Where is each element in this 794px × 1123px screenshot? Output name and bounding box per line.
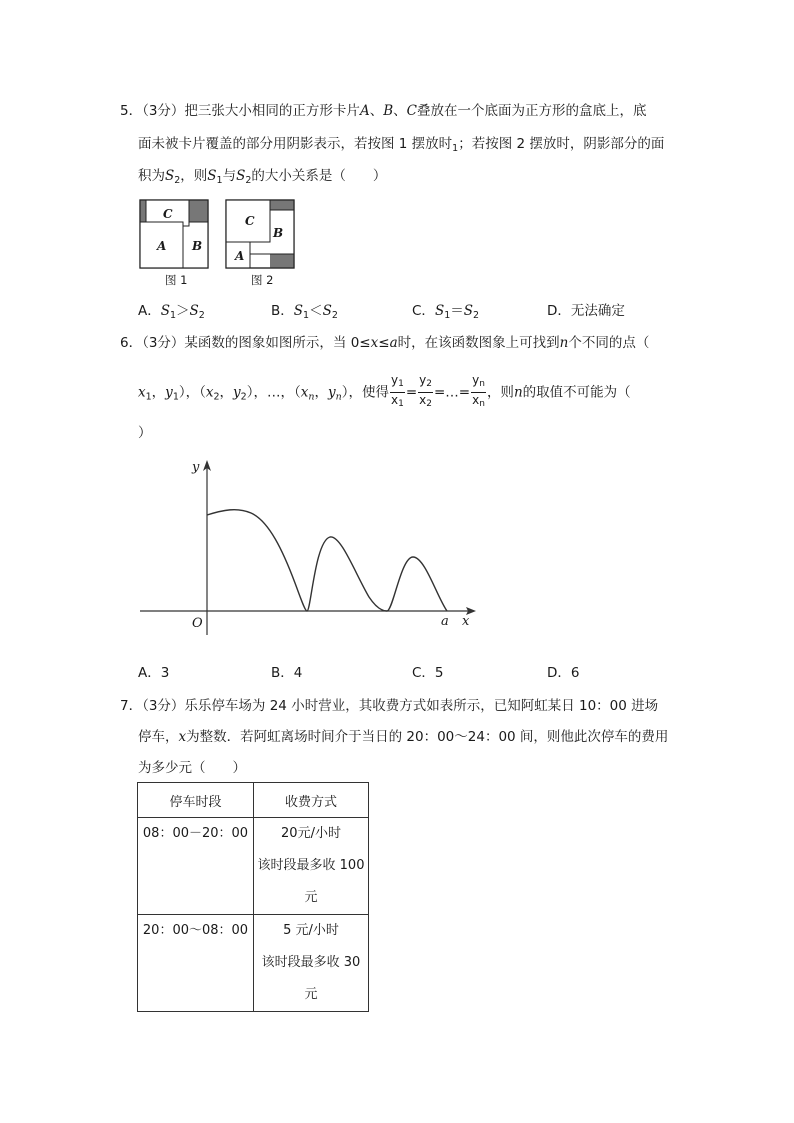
option-prefix: A． xyxy=(138,303,161,319)
le-symbol: ≤ xyxy=(378,335,390,351)
option-prefix: C． xyxy=(412,303,435,319)
q6-text: ），使得 xyxy=(341,384,389,401)
equals-dots: =…= xyxy=(433,384,471,401)
x-var: x xyxy=(370,335,379,351)
table-row xyxy=(138,915,369,1012)
q5-text: ，则 xyxy=(180,168,208,184)
x-axis-label: x xyxy=(462,614,470,629)
a-var: a xyxy=(389,335,398,351)
separator: 、 xyxy=(369,103,384,119)
q6-text: 时，在该函数图象上可找到 xyxy=(397,335,560,351)
q5-option-c xyxy=(412,301,479,326)
subscript: 1 xyxy=(172,391,179,403)
equals: = xyxy=(405,384,418,401)
q6-text: 6．（3分）某函数的图象如图所示，当 0≤ xyxy=(120,335,371,351)
comma: ， xyxy=(219,384,234,401)
q5-line-2 xyxy=(138,134,664,159)
q5-text: 5．（3分）把三张大小相同的正方形卡片 xyxy=(120,103,360,119)
fig1-label-b: B xyxy=(192,239,203,253)
y-var: y xyxy=(233,384,241,401)
frac-sub: n xyxy=(479,379,485,389)
q5-option-b xyxy=(271,301,338,326)
period-cell xyxy=(138,915,254,1012)
q6-text: 的取值不可能为（ xyxy=(522,384,631,401)
fee-cell xyxy=(254,818,369,915)
subscript: 2 xyxy=(240,391,247,403)
s-symbol: S xyxy=(160,303,170,319)
frac-sub: 2 xyxy=(426,379,432,389)
function-graph xyxy=(135,455,480,640)
q5-text: 的大小关系是（ ） xyxy=(251,168,387,184)
header-period: 停车时段 xyxy=(138,783,254,818)
fee-line: 元 xyxy=(304,890,318,905)
fraction-n xyxy=(471,373,486,412)
fig2-label-c: C xyxy=(245,214,255,228)
frac-den: x xyxy=(390,393,399,407)
relation: ＝ xyxy=(450,303,464,319)
q6-line-1 xyxy=(120,333,649,353)
origin-label: O xyxy=(192,616,203,631)
q5-text: 叠放在一个底面为正方形的盒底上，底 xyxy=(416,103,647,119)
fee-line: 该时段最多收 100 xyxy=(257,858,365,873)
q6-text: 个不同的点（ xyxy=(568,335,650,351)
comma: ， xyxy=(151,384,166,401)
q7-text: 停车， xyxy=(138,729,179,745)
header-fee: 收费方式 xyxy=(254,783,369,818)
frac-num: y xyxy=(419,373,427,387)
q7-line-1: 7．（3分）乐乐停车场为 24 小时营业，其收费方式如表所示，已知阿虹某日 10：00 进场 xyxy=(120,698,659,714)
q6-line-2 xyxy=(138,373,631,413)
q5-text: ；若按图 2 摆放时，阴影部分的面 xyxy=(458,136,665,152)
period-cell xyxy=(138,818,254,915)
q5-line-1 xyxy=(120,101,646,121)
subscript: 2 xyxy=(472,310,480,321)
subscript: 2 xyxy=(174,175,181,186)
relation: ＜ xyxy=(309,303,323,319)
q5-text: 与 xyxy=(222,168,237,184)
n-var: n xyxy=(559,335,569,351)
n-var: n xyxy=(513,384,523,401)
a-label: a xyxy=(441,614,449,629)
card-c-label: C xyxy=(406,103,417,119)
q5-text: 积为 xyxy=(138,168,165,184)
fig2-label-b: B xyxy=(273,226,284,240)
s-symbol: S xyxy=(322,303,332,319)
fig2-label-a: A xyxy=(235,249,245,263)
q6-option-c: C．5 xyxy=(412,665,444,681)
subscript: n xyxy=(308,391,315,403)
s-symbol: S xyxy=(293,303,304,319)
s-symbol: S xyxy=(165,168,175,184)
subscript: 1 xyxy=(145,391,152,403)
x-var: x xyxy=(300,384,309,401)
s-symbol: S xyxy=(189,303,199,319)
subscript: 1 xyxy=(444,310,451,321)
fee-line: 5 元/小时 xyxy=(283,923,339,938)
q6-text: ，则 xyxy=(486,384,514,401)
subscript: 1 xyxy=(170,310,177,321)
fig1-label-a: A xyxy=(157,239,167,253)
period-text: 08：00－20：00 xyxy=(142,826,249,841)
fig1-caption: 图 1 xyxy=(165,273,188,287)
frac-sub: 1 xyxy=(398,399,404,409)
subscript: 2 xyxy=(213,391,220,403)
s-symbol: S xyxy=(434,303,445,319)
fee-table xyxy=(137,782,369,1012)
option-prefix: B． xyxy=(271,303,294,319)
q6-option-d: D．6 xyxy=(547,665,580,681)
q6-option-b: B．4 xyxy=(271,665,303,681)
s-symbol: S xyxy=(463,303,473,319)
fig1-label-c: C xyxy=(163,207,173,221)
y-var: y xyxy=(327,384,336,401)
y-var: y xyxy=(165,384,173,401)
subscript: 2 xyxy=(331,310,338,321)
y-axis-label: y xyxy=(192,460,200,475)
q5-option-a xyxy=(138,301,205,326)
s-symbol: S xyxy=(207,168,217,184)
frac-den: x xyxy=(472,393,480,407)
subscript: n xyxy=(335,391,342,403)
frac-sub: n xyxy=(479,399,485,409)
subscript: 1 xyxy=(216,175,223,186)
figure-2 xyxy=(224,198,298,292)
q6-line-3: ） xyxy=(138,425,152,441)
function-curve xyxy=(207,510,447,611)
comma: ， xyxy=(314,384,328,401)
fee-line: 元 xyxy=(304,987,318,1002)
separator: 、 xyxy=(393,103,407,119)
x-var: x xyxy=(178,729,187,745)
figure-1 xyxy=(138,198,212,292)
table-row xyxy=(138,818,369,915)
relation: ＞ xyxy=(176,303,190,319)
x-var: x xyxy=(205,384,214,401)
q7-line-2 xyxy=(138,727,668,747)
frac-sub: 2 xyxy=(426,399,432,409)
q7-text: 为整数．若阿虹离场时间介于当日的 20：00～24：00 间，则他此次停车的费用 xyxy=(186,729,669,745)
fee-cell xyxy=(254,915,369,1012)
q5-line-3 xyxy=(138,166,386,191)
subscript: 1 xyxy=(303,310,310,321)
frac-den: x xyxy=(419,393,427,407)
subscript: 2 xyxy=(198,310,205,321)
fraction-1 xyxy=(390,373,405,412)
paren: ），（ xyxy=(178,384,206,401)
fee-line: 20元/小时 xyxy=(281,826,341,841)
fraction-2 xyxy=(418,373,433,412)
q5-option-d: D．无法确定 xyxy=(547,303,625,319)
frac-num: y xyxy=(472,373,480,387)
s-symbol: S xyxy=(236,168,246,184)
q6-option-a: A．3 xyxy=(138,665,170,681)
paren: ），…，（ xyxy=(246,384,301,401)
x-var: x xyxy=(138,384,146,401)
frac-num: y xyxy=(390,373,399,387)
q7-line-3: 为多少元（ ） xyxy=(138,760,246,776)
frac-sub: 1 xyxy=(398,379,404,389)
card-b-label: B xyxy=(383,103,394,119)
fee-line: 该时段最多收 30 xyxy=(261,955,361,970)
card-a-label: A xyxy=(359,103,370,119)
period-text: 20：00～08：00 xyxy=(142,923,249,938)
fig2-caption: 图 2 xyxy=(251,273,274,287)
subscript: 1 xyxy=(452,143,459,154)
table-header-row xyxy=(138,783,369,818)
subscript: 2 xyxy=(245,175,252,186)
q5-text: 面未被卡片覆盖的部分用阴影表示，若按图 1 摆放时 xyxy=(138,136,453,152)
